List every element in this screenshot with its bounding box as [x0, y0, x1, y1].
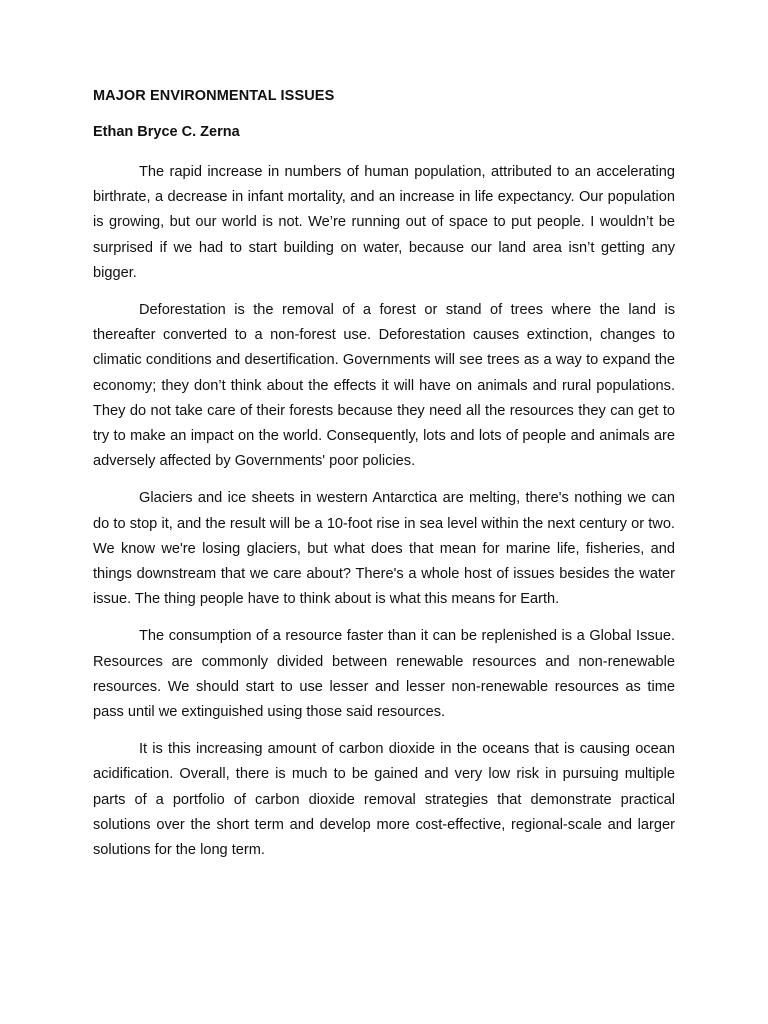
paragraph-glaciers: Glaciers and ice sheets in western Antarctica are melting, there's nothing we can do to stop it, and the result will be a 10-foot rise in sea level within the next century or two. We know we're losing glaciers, but what does that mean for marine life, fisheries, and things downstream that we care about? There's a whole host of issues besides the water issue. The thing people have to think about is what this means for Earth. — [93, 490, 675, 608]
document-author: Ethan Bryce C. Zerna — [93, 124, 240, 140]
document-title: MAJOR ENVIRONMENTAL ISSUES — [93, 88, 335, 104]
document-body — [93, 160, 675, 875]
paragraph-resources: The consumption of a resource faster than it can be replenished is a Global Issue. Resources are commonly divided between renewable resources and non-renewable resources. We should start to use lesser and lesser non-renewable resources as time pass until we extinguished using those said resources. — [93, 628, 675, 721]
paragraph-deforestation: Deforestation is the removal of a forest or stand of trees where the land is thereafter converted to a non-forest use. Deforestation causes extinction, changes to climatic conditions and desertification. Governments will see trees as a way to expand the economy; they don’t think about the effects it will have on animals and rural populations. They do not take care of their forests because they need all the resources they can get to try to make an impact on the world. Consequently, lots and lots of people and animals are adversely affected by Governments' poor policies. — [93, 302, 675, 470]
paragraph-ocean-acidification: It is this increasing amount of carbon dioxide in the oceans that is causing ocean acidification. Overall, there is much to be gained and very low risk in pursuing multiple parts of a portfolio of carbon dioxide removal strategies that demonstrate practical solutions over the short term and develop more cost-effective, regional-scale and larger solutions for the long term. — [93, 741, 675, 859]
paragraph-population: The rapid increase in numbers of human population, attributed to an accelerating birthrate, a decrease in infant mortality, and an increase in life expectancy. Our population is growing, but our world is not. We’re running out of space to put people. I wouldn’t be surprised if we had to start building on water, because our land area isn’t getting any bigger. — [93, 164, 675, 281]
